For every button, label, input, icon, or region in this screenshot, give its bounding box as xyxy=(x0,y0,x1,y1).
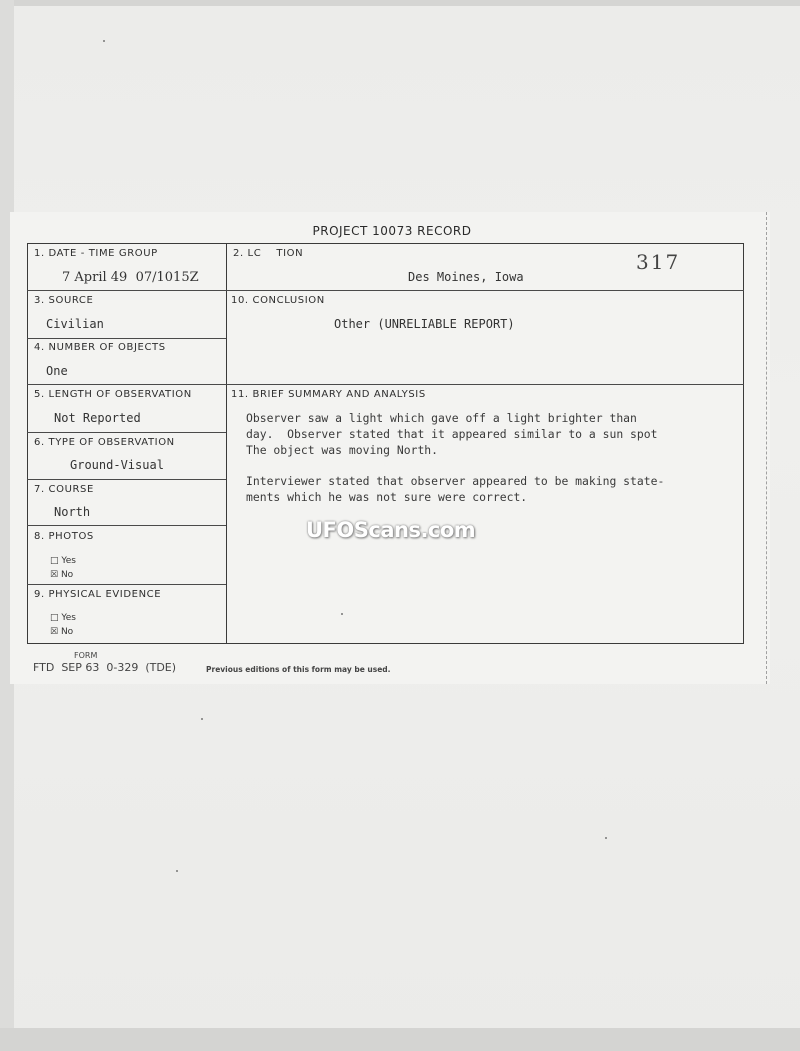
type-of-observation-value: Ground-Visual xyxy=(70,458,164,472)
summary-line: day. Observer stated that it appeared similar to a sun spot xyxy=(246,427,658,441)
form-title: PROJECT 10073 RECORD xyxy=(312,224,472,238)
row-divider xyxy=(27,525,226,526)
row-divider xyxy=(27,290,744,291)
number-of-objects-label: 4. NUMBER OF OBJECTS xyxy=(34,342,166,353)
scan-speck xyxy=(201,718,203,720)
course-value: North xyxy=(54,505,91,519)
scan-speck xyxy=(103,40,105,42)
form-edition-note: Previous editions of this form may be used. xyxy=(206,665,391,674)
watermark: UFOScans.com xyxy=(306,518,476,542)
photos-no-label: No xyxy=(60,570,74,580)
course-label: 7. COURSE xyxy=(34,484,94,495)
summary-line: ments which he was not sure were correct. xyxy=(246,490,528,504)
row-divider xyxy=(27,479,226,480)
photos-yes-label: Yes xyxy=(61,556,76,566)
form-identifier: FTD SEP 63 0-329 (TDE) xyxy=(33,661,177,674)
physical-evidence-yes-option xyxy=(50,613,76,623)
form-word: FORM xyxy=(74,651,98,660)
checkbox-empty-icon: □ xyxy=(50,613,59,623)
length-of-observation-label: 5. LENGTH OF OBSERVATION xyxy=(34,389,192,400)
date-time-group-value: 7 April 49 07/1015Z xyxy=(62,270,199,285)
row-divider xyxy=(27,338,226,339)
conclusion-value: Other (UNRELIABLE REPORT) xyxy=(334,317,515,331)
location-value: Des Moines, Iowa xyxy=(408,270,524,284)
physical-evidence-no-label: No xyxy=(60,627,74,637)
checkbox-checked-icon: ☒ xyxy=(50,570,59,580)
photos-label: 8. PHOTOS xyxy=(34,531,94,542)
page-bottom-edge xyxy=(0,1028,800,1051)
scan-speck xyxy=(605,837,607,839)
location-label: 2. LC TION xyxy=(233,248,304,259)
row-divider xyxy=(27,384,744,385)
photos-yes-option xyxy=(50,556,76,566)
summary-line: The object was moving North. xyxy=(246,443,439,457)
page-top-edge xyxy=(0,0,800,6)
checkbox-empty-icon: □ xyxy=(50,556,59,566)
card-perforated-edge xyxy=(766,212,773,684)
checkbox-checked-icon: ☒ xyxy=(50,627,59,637)
source-value: Civilian xyxy=(46,317,104,331)
conclusion-label: 10. CONCLUSION xyxy=(231,295,325,306)
row-divider xyxy=(27,584,226,585)
type-of-observation-label: 6. TYPE OF OBSERVATION xyxy=(34,437,175,448)
physical-evidence-label: 9. PHYSICAL EVIDENCE xyxy=(34,589,162,600)
summary-line: Observer saw a light which gave off a light brighter than xyxy=(246,411,637,425)
scan-speck xyxy=(176,870,178,872)
photos-no-option xyxy=(50,570,73,580)
length-of-observation-value: Not Reported xyxy=(54,411,141,425)
row-divider xyxy=(27,432,226,433)
column-divider xyxy=(226,243,227,644)
source-label: 3. SOURCE xyxy=(34,295,94,306)
physical-evidence-yes-label: Yes xyxy=(61,613,76,623)
physical-evidence-no-option xyxy=(50,627,73,637)
number-of-objects-value: One xyxy=(46,364,68,378)
date-time-group-label: 1. DATE - TIME GROUP xyxy=(34,248,158,259)
summary-line: Interviewer stated that observer appeared to be making state- xyxy=(246,474,665,488)
scan-speck xyxy=(341,613,343,615)
summary-label: 11. BRIEF SUMMARY AND ANALYSIS xyxy=(231,389,426,400)
case-number: 317 xyxy=(636,250,681,274)
